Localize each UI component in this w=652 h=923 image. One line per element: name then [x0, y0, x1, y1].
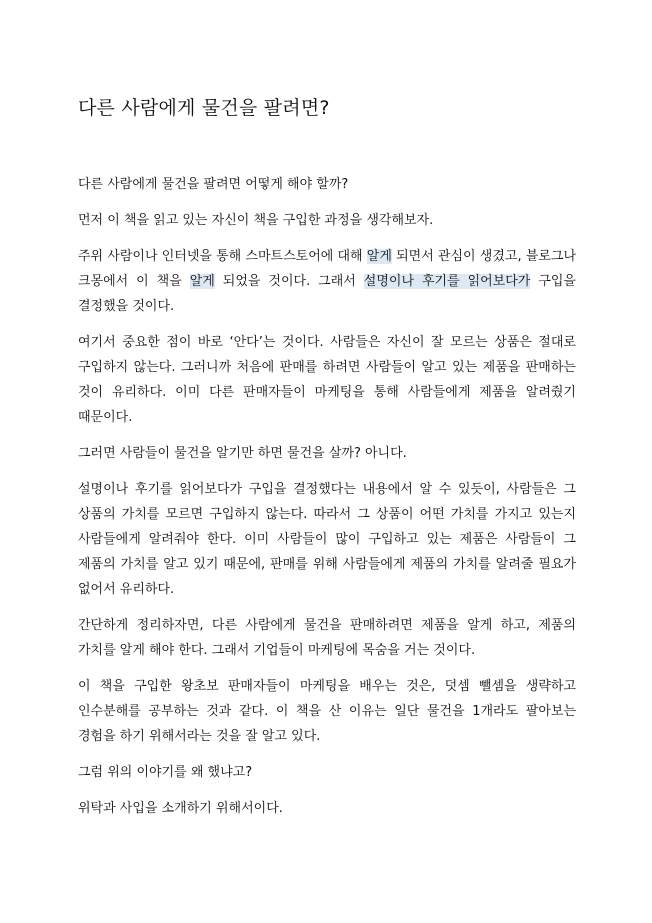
paragraph-3 [78, 244, 576, 319]
document-title: 다른 사람에게 물건을 팔려면? [78, 97, 330, 119]
paragraph-7: 간단하게 정리하자면, 다른 사람에게 물건을 판매하려면 제품을 알게 하고, 제품의 가치를 알게 해야 한다. 그래서 기업들이 마케팅에 목숨을 거는 것이다. [78, 618, 576, 658]
paragraph-4: 여기서 중요한 점이 바로 ‘안다’는 것이다. 사람들은 자신이 잘 모르는 상품은 절대로 구입하지 않는다. 그러니까 처음에 판매를 하려면 사람들이 알고 있는 제품을 판매하는 것이 유리하다. 이미 다른 판매자들이 마케팅을 통해 사람들에게 제품을 알려줬기 때문이다. [78, 335, 576, 425]
paragraph-2: 먼저 이 책을 읽고 있는 자신이 책을 구입한 과정을 생각해보자. [78, 213, 434, 228]
paragraph-3-segment: 구입을 결정했을 것이다. [78, 274, 576, 314]
paragraph-6: 설명이나 후기를 읽어보다가 구입을 결정했다는 내용에서 알 수 있듯이, 사람들은 그 상품의 가치를 모르면 구입하지 않는다. 따라서 그 상품이 어떤 가치를 가지고 있는지 사람들에게 알려줘야 한다. 이미 사람들이 많이 구입하고 있는 제품은 사람들이 그 제품의 가치를 알고 있기 때문에, 판매를 위해 사람들에게 제품의 가치를 알려줄 필요가 없어서 유리하다. [78, 482, 576, 597]
highlight-segment: 설명이나 후기를 읽어보다가 [363, 274, 531, 289]
paragraph-1: 다른 사람에게 물건을 팔려면 어떻게 해야 할까? [78, 177, 349, 192]
paragraph-5: 그러면 사람들이 물건을 알기만 하면 물건을 살까? 아니다. [78, 446, 407, 461]
paragraph-9: 그럼 위의 이야기를 왜 했냐고? [78, 765, 253, 780]
paragraph-10: 위탁과 사입을 소개하기 위해서이다. [78, 801, 283, 816]
highlight-segment: 알게 [189, 274, 215, 289]
paragraph-3-segment: 되었을 것이다. 그래서 [214, 274, 364, 289]
paragraph-3-segment: 되면서 관심이 생겼고, 블로그나 크몽에서 이 책을 [78, 249, 576, 289]
highlight-segment: 알게 [366, 249, 392, 264]
paragraph-8: 이 책을 구입한 왕초보 판매자들이 마케팅을 배우는 것은, 덧셈 뺄셈을 생략하고 인수분해를 공부하는 것과 같다. 이 책을 산 이유는 일단 물건을 1개라도 팔아보는 경험을 하기 위해서라는 것을 잘 알고 있다. [78, 679, 576, 744]
paragraph-3-segment: 주위 사람이나 인터넷을 통해 스마트스토어에 대해 [78, 249, 367, 264]
document-body [78, 172, 576, 832]
